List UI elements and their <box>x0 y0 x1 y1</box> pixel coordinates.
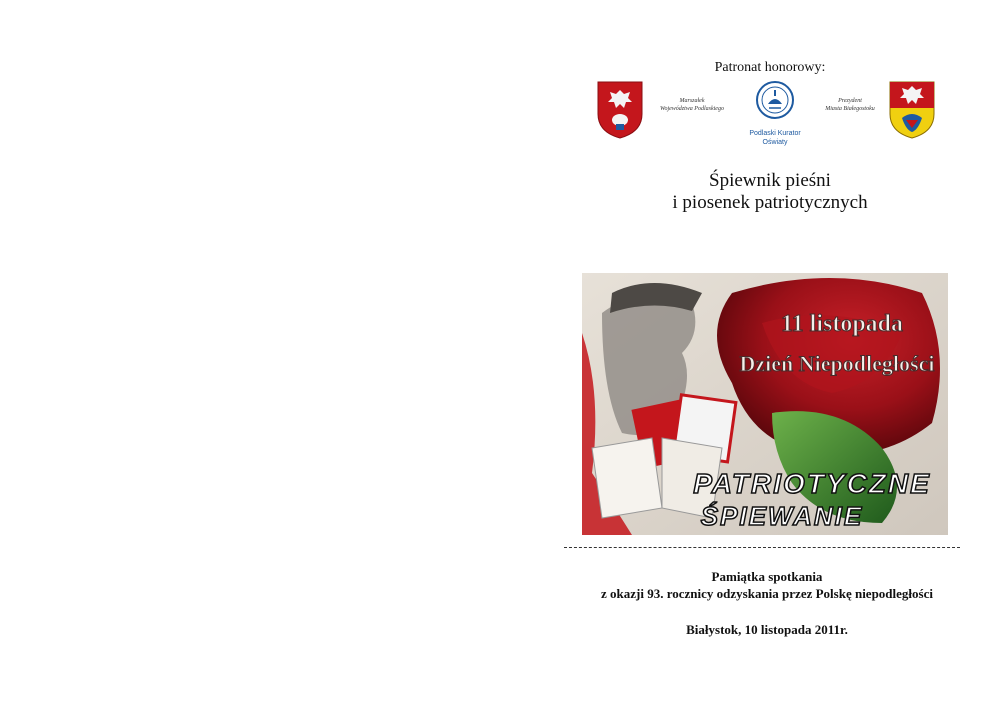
memento-line1: Pamiątka spotkania <box>711 569 823 584</box>
poster-image <box>582 273 948 535</box>
memento-text <box>560 568 974 602</box>
cut-line-divider <box>564 547 960 548</box>
right-patron-name: Miasta Białegostoku <box>825 105 875 112</box>
songbook-title <box>560 170 980 214</box>
right-patron-title: Prezydent <box>838 98 862 104</box>
kurator-logo-icon <box>755 80 795 122</box>
poster-singing-text: ŚPIEWANIE <box>700 501 864 531</box>
songbook-title-line2: i piosenek patriotycznych <box>672 192 868 213</box>
memento-line2: z okazji 93. rocznicy odzyskania przez Polskę niepodległości <box>601 586 933 601</box>
patronage-label: Patronat honorowy: <box>714 60 826 75</box>
poster-patriotic-text: PATRIOTYCZNE <box>693 468 931 499</box>
cover-page <box>560 0 980 702</box>
poster-illustration <box>582 273 948 535</box>
poster-date-text: 11 listopada <box>780 311 904 337</box>
poster-holiday-text: Dzień Niepodległości <box>739 351 935 376</box>
songbook-title-line1: Śpiewnik pieśni <box>709 170 831 191</box>
kurator-name-line1: Podlaski Kurator <box>749 130 801 137</box>
bialystok-crest-icon <box>888 80 936 140</box>
left-patron-title: Marszałek <box>679 98 705 104</box>
kurator-name-line2: Oświaty <box>762 139 788 147</box>
place-date: Białystok, 10 listopada 2011r. <box>686 622 848 637</box>
podlaskie-crest-icon <box>596 80 644 140</box>
left-patron-name: Województwa Podlaskiego <box>660 105 724 112</box>
kurator-logo <box>738 80 812 152</box>
